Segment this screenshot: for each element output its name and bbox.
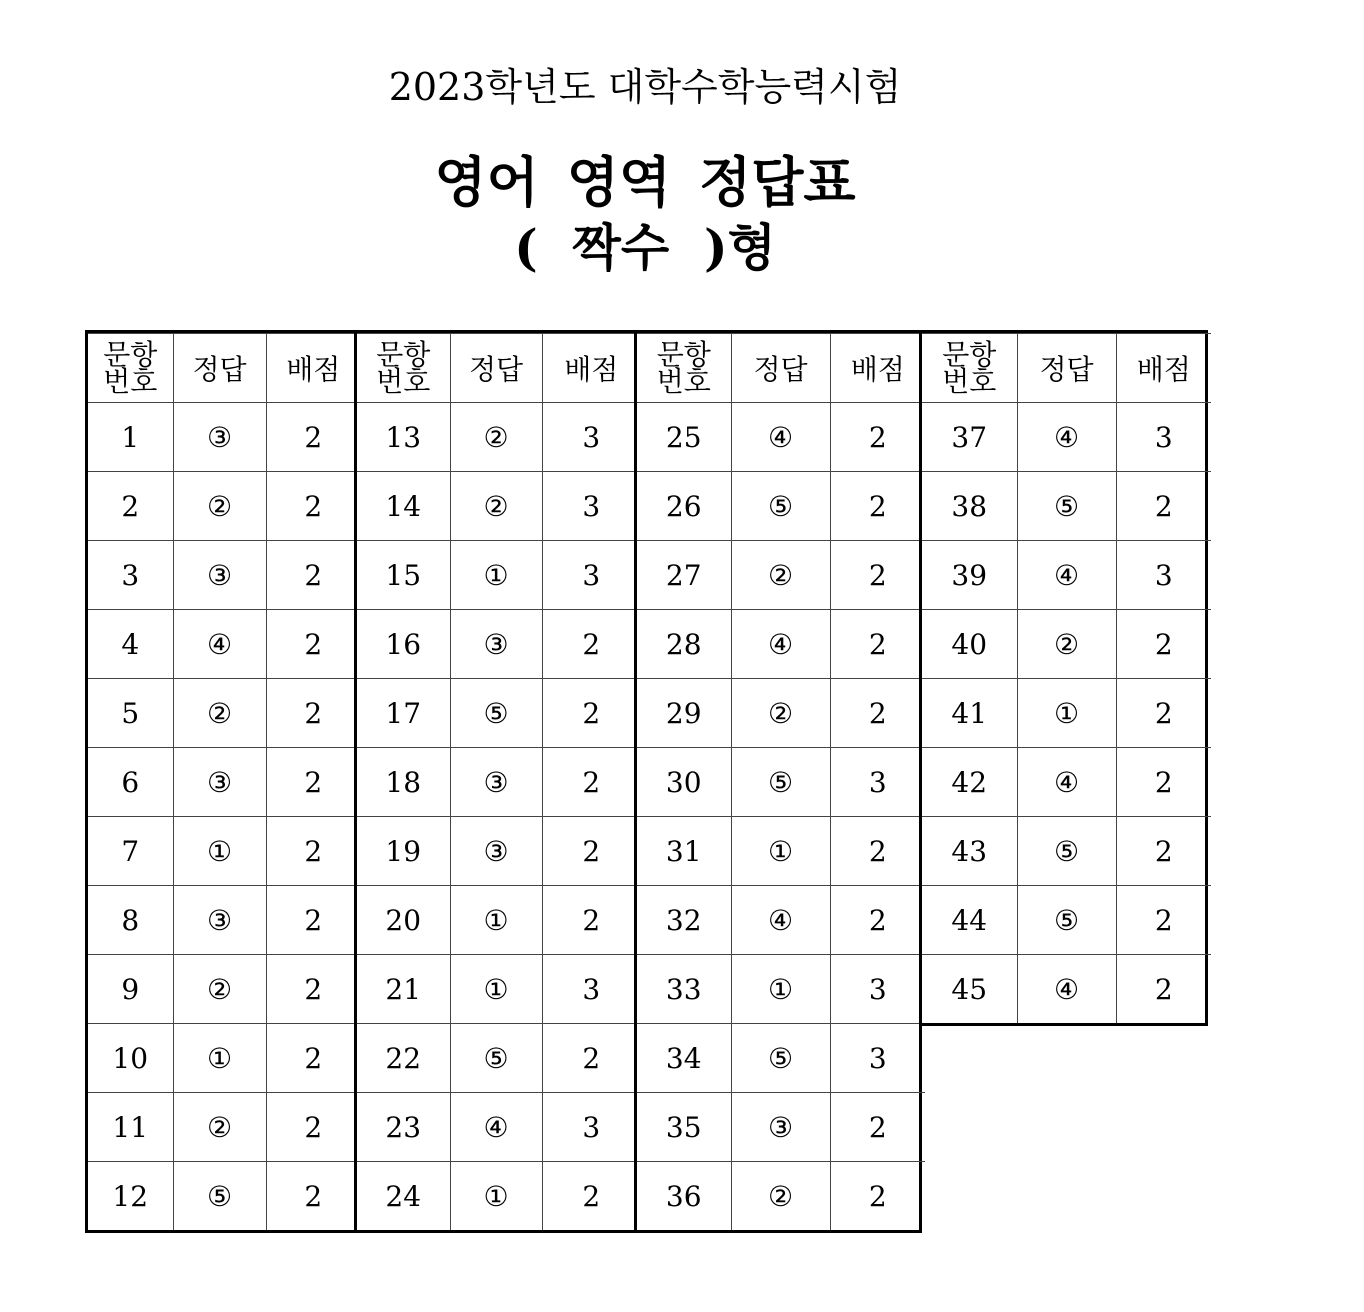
subtitle: [0, 140, 1290, 217]
score-value: 2: [266, 472, 360, 541]
question-number: 34: [637, 1024, 731, 1093]
score-value: 2: [830, 1162, 925, 1231]
score-value: 2: [266, 403, 360, 472]
table-row: [88, 955, 360, 1024]
answer-mark: ⑤: [731, 472, 830, 541]
table-row: [637, 817, 925, 886]
table-row: [922, 541, 1211, 610]
score-value: 3: [830, 1024, 925, 1093]
header-score: 배점: [830, 334, 925, 403]
type-label: ( 짝수 )형: [514, 218, 776, 277]
answer-mark: ③: [450, 817, 542, 886]
score-value: 2: [266, 886, 360, 955]
question-number: 42: [922, 748, 1017, 817]
answer-mark: ⑤: [450, 1024, 542, 1093]
answer-mark: ②: [731, 1162, 830, 1231]
table-row: [88, 541, 360, 610]
table-row: [88, 1024, 360, 1093]
header-line: 번호: [103, 365, 158, 398]
table-row: [88, 748, 360, 817]
answer-mark: ④: [1017, 541, 1116, 610]
score-value: 2: [266, 679, 360, 748]
header-row: [922, 334, 1211, 403]
subtitle-word: 영어: [434, 150, 539, 214]
answer-block: [919, 330, 1208, 1026]
score-value: 2: [1116, 472, 1211, 541]
table-row: [922, 817, 1211, 886]
answer-mark: ②: [173, 955, 266, 1024]
score-value: 2: [830, 817, 925, 886]
question-number: 5: [88, 679, 173, 748]
score-value: 2: [830, 541, 925, 610]
question-number: 14: [357, 472, 450, 541]
table-row: [637, 610, 925, 679]
table-row: [637, 955, 925, 1024]
score-value: 2: [266, 610, 360, 679]
table-row: [357, 679, 640, 748]
question-number: 15: [357, 541, 450, 610]
table-row: [637, 1093, 925, 1162]
exam-title: 2023학년도 대학수학능력시험: [388, 65, 902, 109]
answer-mark: ③: [731, 1093, 830, 1162]
header-line: 번호: [656, 365, 711, 398]
answer-mark: ②: [173, 679, 266, 748]
question-number: 21: [357, 955, 450, 1024]
question-number: 20: [357, 886, 450, 955]
question-number: 40: [922, 610, 1017, 679]
table-row: [922, 610, 1211, 679]
answer-mark: ①: [173, 817, 266, 886]
score-value: 2: [266, 1024, 360, 1093]
table-row: [357, 817, 640, 886]
header-line: 문항: [942, 338, 997, 371]
table-row: [88, 817, 360, 886]
table-row: [922, 886, 1211, 955]
question-number: 43: [922, 817, 1017, 886]
question-number: 30: [637, 748, 731, 817]
answer-mark: ④: [1017, 403, 1116, 472]
header-score: 배점: [266, 334, 360, 403]
table-row: [922, 748, 1211, 817]
score-value: 2: [830, 679, 925, 748]
answer-mark: ⑤: [731, 1024, 830, 1093]
table-row: [637, 403, 925, 472]
score-value: 2: [1116, 679, 1211, 748]
answer-mark: ④: [1017, 955, 1116, 1024]
table-row: [357, 1024, 640, 1093]
table-row: [357, 541, 640, 610]
answer-mark: ⑤: [1017, 817, 1116, 886]
header-answer: 정답: [450, 334, 542, 403]
question-number: 3: [88, 541, 173, 610]
header-answer: 정답: [173, 334, 266, 403]
score-value: 2: [542, 1162, 640, 1231]
header-row: [357, 334, 640, 403]
table-row: [88, 679, 360, 748]
question-number: 10: [88, 1024, 173, 1093]
score-value: 3: [542, 541, 640, 610]
answer-mark: ④: [450, 1093, 542, 1162]
question-number: 18: [357, 748, 450, 817]
answer-mark: ②: [731, 679, 830, 748]
score-value: 2: [542, 748, 640, 817]
question-number: 6: [88, 748, 173, 817]
answer-mark: ①: [731, 955, 830, 1024]
answer-block: [634, 330, 922, 1233]
table-row: [637, 748, 925, 817]
answer-mark: ⑤: [731, 748, 830, 817]
question-number: 22: [357, 1024, 450, 1093]
table-row: [357, 955, 640, 1024]
answer-mark: ③: [450, 610, 542, 679]
question-number: 16: [357, 610, 450, 679]
answer-mark: ①: [450, 955, 542, 1024]
score-value: 2: [830, 886, 925, 955]
score-value: 2: [542, 679, 640, 748]
answer-mark: ②: [173, 472, 266, 541]
table-row: [357, 1093, 640, 1162]
answer-mark: ①: [450, 1162, 542, 1231]
header-question-number: [637, 334, 731, 403]
question-number: 31: [637, 817, 731, 886]
score-value: 2: [830, 1093, 925, 1162]
score-value: 2: [542, 1024, 640, 1093]
table-row: [637, 472, 925, 541]
question-number: 28: [637, 610, 731, 679]
answer-mark: ②: [731, 541, 830, 610]
table-row: [88, 472, 360, 541]
header-row: [88, 334, 360, 403]
answer-mark: ⑤: [173, 1162, 266, 1231]
table-row: [88, 610, 360, 679]
header-line: 문항: [656, 338, 711, 371]
answer-mark: ④: [731, 610, 830, 679]
score-value: 2: [266, 541, 360, 610]
question-number: 25: [637, 403, 731, 472]
answer-mark: ③: [173, 886, 266, 955]
score-value: 3: [542, 472, 640, 541]
table-row: [357, 403, 640, 472]
answer-mark: ①: [450, 886, 542, 955]
score-value: 2: [830, 403, 925, 472]
question-number: 19: [357, 817, 450, 886]
question-number: 41: [922, 679, 1017, 748]
score-value: 3: [542, 403, 640, 472]
score-value: 2: [266, 1093, 360, 1162]
header-line: 번호: [942, 365, 997, 398]
table-row: [637, 886, 925, 955]
question-number: 23: [357, 1093, 450, 1162]
header-question-number: [357, 334, 450, 403]
header-line: 문항: [376, 338, 431, 371]
question-number: 1: [88, 403, 173, 472]
answer-mark: ⑤: [1017, 472, 1116, 541]
table-row: [357, 610, 640, 679]
question-number: 33: [637, 955, 731, 1024]
answer-mark: ③: [173, 541, 266, 610]
question-number: 32: [637, 886, 731, 955]
answer-mark: ⑤: [450, 679, 542, 748]
table-row: [357, 886, 640, 955]
table-row: [922, 403, 1211, 472]
score-value: 2: [830, 610, 925, 679]
score-value: 3: [1116, 541, 1211, 610]
header-line: 번호: [376, 365, 431, 398]
table-row: [88, 1162, 360, 1231]
answer-mark: ②: [1017, 610, 1116, 679]
answer-mark: ①: [450, 541, 542, 610]
score-value: 2: [1116, 748, 1211, 817]
question-number: 36: [637, 1162, 731, 1231]
question-number: 35: [637, 1093, 731, 1162]
score-value: 2: [1116, 886, 1211, 955]
score-value: 3: [542, 1093, 640, 1162]
score-value: 2: [542, 886, 640, 955]
answer-mark: ①: [173, 1024, 266, 1093]
answer-mark: ①: [1017, 679, 1116, 748]
score-value: 2: [542, 610, 640, 679]
score-value: 3: [830, 748, 925, 817]
question-number: 17: [357, 679, 450, 748]
score-value: 2: [1116, 817, 1211, 886]
question-number: 2: [88, 472, 173, 541]
question-number: 7: [88, 817, 173, 886]
header-answer: 정답: [1017, 334, 1116, 403]
question-number: 27: [637, 541, 731, 610]
question-number: 12: [88, 1162, 173, 1231]
score-value: 2: [266, 817, 360, 886]
question-number: 45: [922, 955, 1017, 1024]
score-value: 3: [542, 955, 640, 1024]
question-number: 44: [922, 886, 1017, 955]
answer-mark: ④: [173, 610, 266, 679]
question-number: 9: [88, 955, 173, 1024]
table-row: [637, 541, 925, 610]
answer-mark: ④: [731, 886, 830, 955]
table-row: [922, 472, 1211, 541]
question-number: 37: [922, 403, 1017, 472]
table-row: [88, 1093, 360, 1162]
table-row: [357, 472, 640, 541]
score-value: 3: [1116, 403, 1211, 472]
score-value: 2: [266, 748, 360, 817]
score-value: 2: [830, 472, 925, 541]
subtitle-word: 영역: [566, 150, 672, 214]
table-row: [637, 679, 925, 748]
answer-mark: ④: [1017, 748, 1116, 817]
question-number: 4: [88, 610, 173, 679]
question-number: 24: [357, 1162, 450, 1231]
score-value: 2: [542, 817, 640, 886]
score-value: 2: [1116, 610, 1211, 679]
score-value: 2: [266, 955, 360, 1024]
table-row: [357, 1162, 640, 1231]
header-line: 문항: [103, 338, 158, 371]
header-question-number: [88, 334, 173, 403]
table-row: [88, 886, 360, 955]
question-number: 38: [922, 472, 1017, 541]
answer-mark: ①: [731, 817, 830, 886]
question-number: 26: [637, 472, 731, 541]
header-question-number: [922, 334, 1017, 403]
score-value: 3: [830, 955, 925, 1024]
subtitle-word: 정답표: [699, 150, 856, 214]
answer-block: [354, 330, 637, 1233]
header-answer: 정답: [731, 334, 830, 403]
table-row: [637, 1162, 925, 1231]
score-value: 2: [266, 1162, 360, 1231]
header-score: 배점: [1116, 334, 1211, 403]
question-number: 29: [637, 679, 731, 748]
table-row: [88, 403, 360, 472]
question-number: 39: [922, 541, 1017, 610]
answer-mark: ②: [450, 472, 542, 541]
question-number: 13: [357, 403, 450, 472]
table-row: [357, 748, 640, 817]
question-number: 8: [88, 886, 173, 955]
answer-mark: ④: [731, 403, 830, 472]
header-row: [637, 334, 925, 403]
answer-mark: ⑤: [1017, 886, 1116, 955]
answer-mark: ③: [173, 403, 266, 472]
table-row: [922, 679, 1211, 748]
answer-mark: ③: [450, 748, 542, 817]
question-number: 11: [88, 1093, 173, 1162]
header-score: 배점: [542, 334, 640, 403]
table-row: [637, 1024, 925, 1093]
table-row: [922, 955, 1211, 1024]
answer-mark: ②: [450, 403, 542, 472]
answer-mark: ③: [173, 748, 266, 817]
answer-block: [85, 330, 357, 1233]
score-value: 2: [1116, 955, 1211, 1024]
answer-mark: ②: [173, 1093, 266, 1162]
